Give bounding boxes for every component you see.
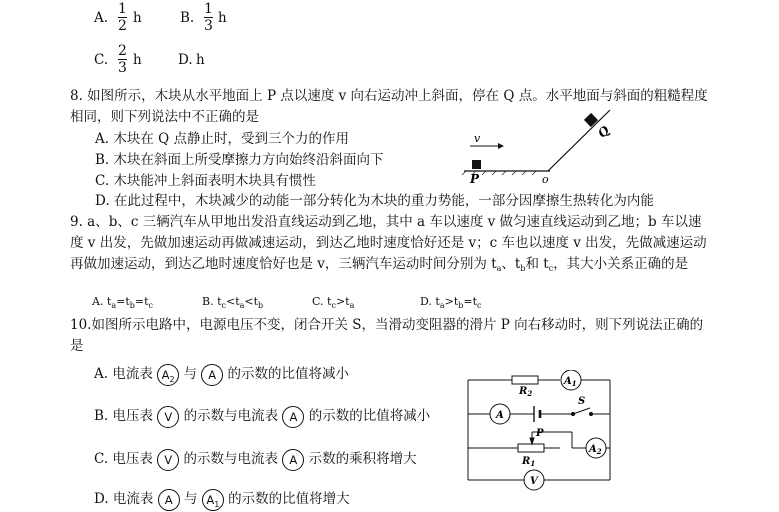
q8-option-b: B. 木块在斜面上所受摩擦力方向始终沿斜面向下 (95, 152, 384, 168)
label-p: P (470, 172, 480, 184)
q7-option-d-text: h (196, 52, 205, 68)
label-v: v (474, 132, 481, 145)
q9-option-c: C. $t_c>t_a$ (312, 295, 355, 310)
block-q (584, 113, 598, 127)
q9-option-a: A. $t_a=t_b=t_c$ (92, 295, 154, 310)
ammeter-a2-icon: $A_2$ (157, 364, 179, 386)
q7-option-d-label: D. (178, 52, 193, 68)
ammeter-a1-icon: $A_1$ (202, 489, 224, 511)
q10-circuit-diagram (460, 370, 630, 500)
q7-option-b-label: B. (180, 10, 195, 26)
q8-option-a: A. 木块在 Q 点静止时，受到三个力的作用 (95, 131, 349, 147)
voltmeter-v-icon: V (157, 406, 179, 428)
q7-option-b-unit: h (218, 10, 227, 26)
label-a2: $A_2$ (589, 444, 602, 456)
q7-option-a-unit: h (133, 10, 142, 26)
q9-line1: 9. a、b、c 三辆汽车从甲地出发沿直线运动到乙地，其中 a 车以速度 v 做匀速直线运动到乙地；b 车以速 (70, 214, 702, 230)
label-a: A (496, 410, 504, 421)
q10-line1: 10.如图所示电路中，电源电压不变，闭合开关 S，当滑动变阻器的滑片 P 向右移动时，则下列说法正确的 (70, 317, 704, 333)
block-p (472, 160, 481, 169)
label-r2: $R_2$ (519, 386, 533, 398)
label-s: S (578, 396, 586, 407)
label-v: V (530, 476, 538, 487)
q8-incline-figure (460, 104, 620, 184)
ammeter-a-icon: A (201, 364, 223, 386)
q7-option-c-label: C. (94, 52, 109, 68)
ammeter-a-icon: A (282, 406, 304, 428)
q9-line2: 度 v 出发，先做加速运动再做减速运动，到达乙地时速度恰好还是 v；c 车也以速度 v 出发，先做减速运动 (70, 235, 707, 251)
voltmeter-v-icon: V (157, 449, 179, 471)
q7-option-a-fraction: 1 2 (118, 1, 127, 34)
label-o: o (542, 173, 549, 184)
q7-option-b-fraction: 1 3 (204, 1, 213, 34)
label-r1: $R_1$ (522, 456, 536, 468)
q8-option-c: C. 木块能冲上斜面表明木块具有惯性 (95, 173, 316, 189)
label-q: Q (594, 123, 613, 141)
label-a1: $A_1$ (564, 376, 577, 388)
q10-option-b: B. 电压表 V 的示数与电流表 A 的示数的比值将减小 (94, 404, 430, 428)
q10-line2: 是 (70, 338, 84, 354)
q8-stem-line1: 8. 如图所示，木块从水平地面上 P 点以速度 v 向右运动冲上斜面，停在 Q 点。水平地面与斜面的粗糙程度 (70, 88, 708, 104)
q9-line3: 再做加速运动，到达乙地时速度恰好也是 v，三辆汽车运动时间分别为 $t_a$、$t_b$和 $t_c$，其大小关系正确的是 (70, 256, 689, 273)
q8-option-d: D. 在此过程中，木块减少的动能一部分转化为木块的重力势能，一部分因摩擦生热转化为内能 (95, 193, 654, 209)
q10-option-a: A. 电流表 $A_2$ 与 A 的示数的比值将减小 (94, 362, 349, 386)
ammeter-a-icon: A (282, 449, 304, 471)
q10-option-d: D. 电流表 A 与 $A_1$ 的示数的比值将增大 (94, 487, 350, 511)
q9-option-d: D. $t_a>t_b=t_c$ (420, 295, 482, 310)
ammeter-a-icon: A (158, 489, 180, 511)
q8-stem-line2: 相同，则下列说法中不正确的是 (70, 109, 259, 125)
q7-option-c-fraction: 2 3 (118, 43, 127, 76)
q9-option-b: B. $t_c<t_a<t_b$ (202, 295, 264, 310)
q7-option-a-label: A. (94, 10, 109, 26)
q7-option-c-unit: h (133, 52, 142, 68)
q10-option-c: C. 电压表 V 的示数与电流表 A 示数的乘积将增大 (94, 447, 417, 471)
label-p: P (536, 428, 544, 439)
